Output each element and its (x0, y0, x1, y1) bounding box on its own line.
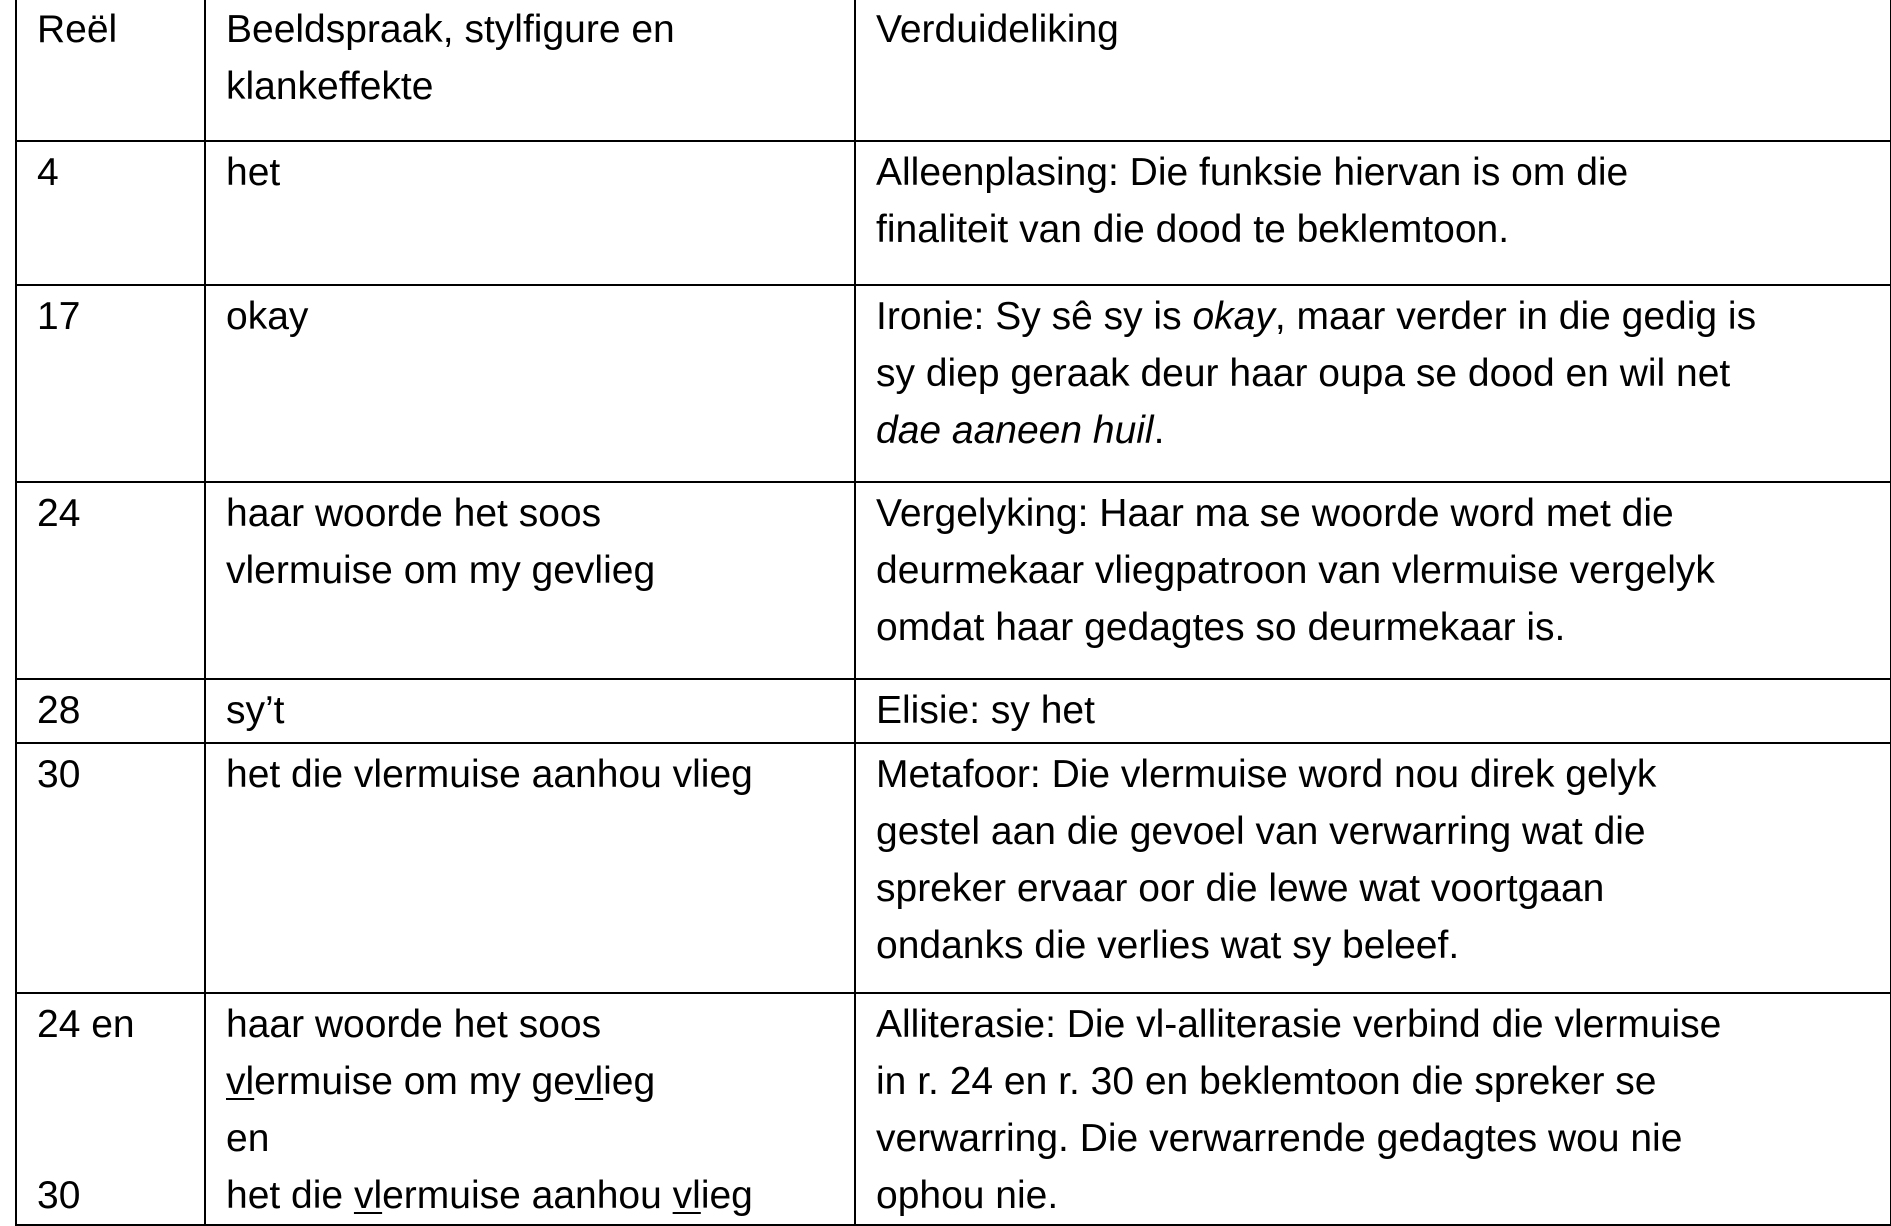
reel-text: 30 (37, 753, 81, 796)
alliteration-underline: vl (574, 1060, 604, 1103)
explanation-segment: , maar verder in die gedig is (1274, 295, 1757, 338)
explanation-line: Alleenplasing: Die funksie hiervan is om die (876, 151, 1629, 194)
cell-explanation (855, 285, 1891, 482)
explanation-line: deurmekaar vliegpatroon van vlermuise vergelyk (876, 549, 1715, 592)
explanation-segment: Ironie: Sy sê sy is (876, 295, 1193, 338)
figure-text: het (226, 151, 281, 194)
reel-text: 24 (37, 492, 81, 535)
cell-figure (205, 743, 855, 993)
header-explanation (855, 0, 1891, 141)
cell-figure (205, 285, 855, 482)
explanation-line (876, 288, 1870, 345)
poetry-analysis-table (15, 0, 1891, 1226)
header-reel (16, 0, 205, 141)
explanation-line: sy diep geraak deur haar oupa se dood en wil net (876, 352, 1731, 395)
explanation-line: gestel aan die gevoel van verwarring wat die (876, 810, 1646, 853)
figure-segment: ermuise om my ge (254, 1060, 575, 1103)
alliteration-underline: vl (226, 1060, 255, 1103)
table-row (16, 743, 1891, 993)
figure-text: okay (226, 295, 309, 338)
cell-explanation (855, 743, 1891, 993)
figure-text: het die vlermuise aanhou vlieg (226, 753, 753, 796)
reel-text: 30 (37, 1174, 81, 1217)
reel-spacer (37, 1110, 184, 1167)
figure-line: haar woorde het soos (226, 492, 602, 535)
figure-segment: ieg (700, 1174, 753, 1217)
header-reel-text: Reël (37, 8, 118, 51)
cell-reel (16, 285, 205, 482)
explanation-line: omdat haar gedagtes so deurmekaar is. (876, 606, 1566, 649)
reel-spacer (37, 1053, 184, 1110)
explanation-line: Alliterasie: Die vl-alliterasie verbind die vlermuise (876, 1003, 1722, 1046)
alliteration-underline: vl (353, 1174, 383, 1217)
figure-text: sy’t (226, 689, 285, 732)
explanation-emphasis: okay (1192, 295, 1275, 338)
table-row (16, 993, 1891, 1225)
explanation-line: finaliteit van die dood te beklemtoon. (876, 208, 1510, 251)
cell-explanation (855, 993, 1891, 1225)
explanation-line: verwarring. Die verwarrende gedagtes wou nie (876, 1117, 1683, 1160)
header-figure (205, 0, 855, 141)
figure-line: haar woorde het soos (226, 1003, 602, 1046)
explanation-emphasis: dae aaneen huil (876, 409, 1154, 452)
cell-figure (205, 679, 855, 743)
figure-segment: ermuise aanhou (382, 1174, 673, 1217)
figure-segment: het die (226, 1174, 354, 1217)
cell-explanation (855, 482, 1891, 679)
figure-line (226, 1053, 834, 1110)
cell-reel (16, 679, 205, 743)
explanation-segment: . (1153, 409, 1165, 452)
table-row (16, 482, 1891, 679)
explanation-line: ophou nie. (876, 1174, 1059, 1217)
explanation-line: ondanks die verlies wat sy beleef. (876, 924, 1460, 967)
header-row (16, 0, 1891, 141)
figure-line: en (226, 1117, 270, 1160)
table-row (16, 679, 1891, 743)
figure-line: vlermuise om my gevlieg (226, 549, 656, 592)
cell-explanation (855, 141, 1891, 285)
header-explanation-text: Verduideliking (876, 8, 1119, 51)
explanation-text: Elisie: sy het (876, 689, 1095, 732)
explanation-line (876, 402, 1870, 459)
reel-text: 17 (37, 295, 81, 338)
explanation-line: Metafoor: Die vlermuise word nou direk gelyk (876, 753, 1657, 796)
cell-reel (16, 743, 205, 993)
figure-segment: ieg (603, 1060, 656, 1103)
explanation-line: Vergelyking: Haar ma se woorde word met die (876, 492, 1674, 535)
cell-figure (205, 482, 855, 679)
table-row (16, 285, 1891, 482)
cell-reel (16, 482, 205, 679)
cell-reel (16, 141, 205, 285)
reel-text: 4 (37, 151, 59, 194)
figure-line (226, 1167, 834, 1224)
cell-figure (205, 993, 855, 1225)
explanation-line: in r. 24 en r. 30 en beklemtoon die spreker se (876, 1060, 1657, 1103)
table-row (16, 141, 1891, 285)
header-figure-line: klankeffekte (226, 65, 434, 108)
cell-explanation (855, 679, 1891, 743)
cell-reel (16, 993, 205, 1225)
alliteration-underline: vl (672, 1174, 701, 1217)
reel-text: 28 (37, 689, 81, 732)
header-figure-line: Beeldspraak, stylfigure en (226, 8, 675, 51)
reel-text: 24 en (37, 1003, 135, 1046)
cell-figure (205, 141, 855, 285)
explanation-line: spreker ervaar oor die lewe wat voortgaan (876, 867, 1605, 910)
